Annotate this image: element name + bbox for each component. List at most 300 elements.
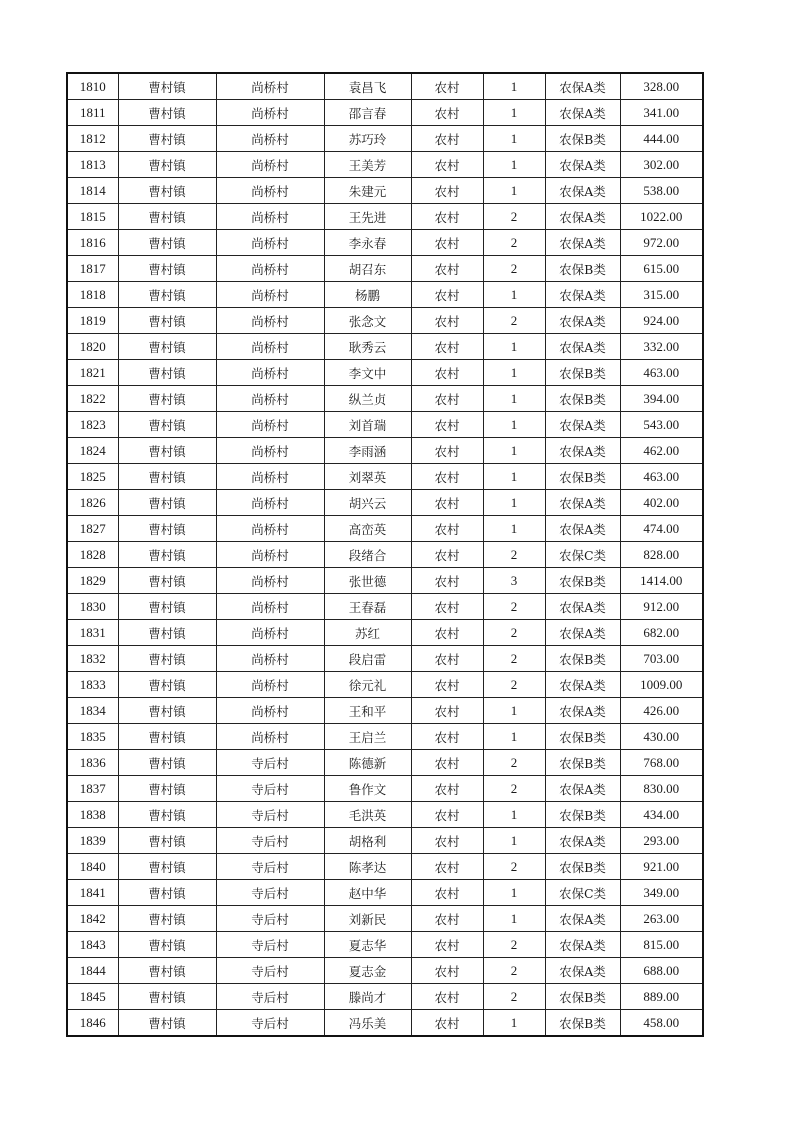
cell-household-type: 农村: [411, 724, 483, 750]
cell-town: 曹村镇: [118, 282, 216, 308]
cell-village: 尚桥村: [216, 100, 324, 126]
cell-household-type: 农村: [411, 308, 483, 334]
cell-village: 尚桥村: [216, 360, 324, 386]
cell-village: 尚桥村: [216, 542, 324, 568]
cell-village: 尚桥村: [216, 516, 324, 542]
cell-amount: 703.00: [620, 646, 703, 672]
cell-town: 曹村镇: [118, 568, 216, 594]
cell-category: 农保B类: [545, 126, 620, 152]
cell-household-type: 农村: [411, 698, 483, 724]
cell-category: 农保A类: [545, 100, 620, 126]
cell-town: 曹村镇: [118, 984, 216, 1010]
cell-name: 滕尚才: [324, 984, 411, 1010]
cell-persons: 2: [483, 594, 545, 620]
cell-village: 尚桥村: [216, 672, 324, 698]
cell-household-type: 农村: [411, 776, 483, 802]
cell-village: 尚桥村: [216, 594, 324, 620]
cell-persons: 1: [483, 282, 545, 308]
cell-serial-number: 1817: [67, 256, 118, 282]
cell-household-type: 农村: [411, 204, 483, 230]
cell-household-type: 农村: [411, 152, 483, 178]
cell-amount: 458.00: [620, 1010, 703, 1037]
cell-serial-number: 1840: [67, 854, 118, 880]
cell-town: 曹村镇: [118, 1010, 216, 1037]
cell-amount: 341.00: [620, 100, 703, 126]
cell-category: 农保B类: [545, 750, 620, 776]
table-row: [67, 334, 703, 360]
cell-persons: 2: [483, 854, 545, 880]
cell-household-type: 农村: [411, 1010, 483, 1037]
cell-name: 王和平: [324, 698, 411, 724]
cell-name: 李永春: [324, 230, 411, 256]
cell-name: 陈孝达: [324, 854, 411, 880]
cell-amount: 332.00: [620, 334, 703, 360]
cell-household-type: 农村: [411, 880, 483, 906]
cell-category: 农保A类: [545, 698, 620, 724]
cell-household-type: 农村: [411, 73, 483, 100]
cell-town: 曹村镇: [118, 334, 216, 360]
cell-town: 曹村镇: [118, 516, 216, 542]
cell-amount: 434.00: [620, 802, 703, 828]
cell-village: 寺后村: [216, 906, 324, 932]
cell-village: 尚桥村: [216, 256, 324, 282]
cell-persons: 2: [483, 204, 545, 230]
cell-category: 农保A类: [545, 620, 620, 646]
cell-persons: 2: [483, 620, 545, 646]
cell-category: 农保B类: [545, 724, 620, 750]
table-row: [67, 464, 703, 490]
cell-household-type: 农村: [411, 178, 483, 204]
cell-amount: 474.00: [620, 516, 703, 542]
cell-name: 鲁作文: [324, 776, 411, 802]
cell-category: 农保A类: [545, 958, 620, 984]
cell-amount: 828.00: [620, 542, 703, 568]
cell-name: 王美芳: [324, 152, 411, 178]
cell-name: 王先进: [324, 204, 411, 230]
cell-village: 尚桥村: [216, 386, 324, 412]
cell-amount: 328.00: [620, 73, 703, 100]
cell-town: 曹村镇: [118, 412, 216, 438]
cell-serial-number: 1842: [67, 906, 118, 932]
cell-village: 尚桥村: [216, 152, 324, 178]
cell-amount: 444.00: [620, 126, 703, 152]
cell-persons: 3: [483, 568, 545, 594]
cell-serial-number: 1844: [67, 958, 118, 984]
cell-household-type: 农村: [411, 854, 483, 880]
cell-household-type: 农村: [411, 958, 483, 984]
cell-serial-number: 1845: [67, 984, 118, 1010]
cell-category: 农保B类: [545, 386, 620, 412]
cell-category: 农保A类: [545, 594, 620, 620]
table-row: [67, 880, 703, 906]
cell-persons: 1: [483, 152, 545, 178]
cell-category: 农保A类: [545, 906, 620, 932]
cell-town: 曹村镇: [118, 646, 216, 672]
cell-category: 农保A类: [545, 438, 620, 464]
cell-village: 尚桥村: [216, 464, 324, 490]
cell-persons: 1: [483, 828, 545, 854]
cell-name: 邵言春: [324, 100, 411, 126]
table-row: [67, 386, 703, 412]
table-row: [67, 204, 703, 230]
cell-persons: 1: [483, 438, 545, 464]
cell-persons: 2: [483, 932, 545, 958]
table-row: [67, 412, 703, 438]
cell-persons: 1: [483, 412, 545, 438]
cell-village: 寺后村: [216, 776, 324, 802]
cell-name: 李文中: [324, 360, 411, 386]
cell-amount: 972.00: [620, 230, 703, 256]
cell-name: 胡兴云: [324, 490, 411, 516]
cell-village: 尚桥村: [216, 308, 324, 334]
cell-household-type: 农村: [411, 750, 483, 776]
cell-village: 尚桥村: [216, 698, 324, 724]
cell-household-type: 农村: [411, 282, 483, 308]
cell-town: 曹村镇: [118, 620, 216, 646]
cell-category: 农保C类: [545, 880, 620, 906]
cell-name: 王春磊: [324, 594, 411, 620]
cell-town: 曹村镇: [118, 776, 216, 802]
cell-town: 曹村镇: [118, 152, 216, 178]
table-row: [67, 568, 703, 594]
cell-village: 寺后村: [216, 1010, 324, 1037]
cell-name: 徐元礼: [324, 672, 411, 698]
cell-serial-number: 1819: [67, 308, 118, 334]
cell-persons: 1: [483, 906, 545, 932]
cell-village: 寺后村: [216, 854, 324, 880]
cell-category: 农保B类: [545, 360, 620, 386]
cell-household-type: 农村: [411, 594, 483, 620]
table-row: [67, 854, 703, 880]
table-row: [67, 152, 703, 178]
cell-serial-number: 1815: [67, 204, 118, 230]
cell-household-type: 农村: [411, 230, 483, 256]
cell-persons: 1: [483, 73, 545, 100]
cell-serial-number: 1839: [67, 828, 118, 854]
cell-town: 曹村镇: [118, 750, 216, 776]
cell-persons: 1: [483, 126, 545, 152]
cell-household-type: 农村: [411, 126, 483, 152]
table-row: [67, 698, 703, 724]
cell-persons: 1: [483, 334, 545, 360]
cell-amount: 402.00: [620, 490, 703, 516]
cell-household-type: 农村: [411, 672, 483, 698]
cell-persons: 2: [483, 646, 545, 672]
cell-name: 夏志金: [324, 958, 411, 984]
cell-serial-number: 1834: [67, 698, 118, 724]
cell-serial-number: 1814: [67, 178, 118, 204]
cell-village: 尚桥村: [216, 438, 324, 464]
table-row: [67, 906, 703, 932]
table-row: [67, 750, 703, 776]
cell-name: 袁昌飞: [324, 73, 411, 100]
cell-name: 胡召东: [324, 256, 411, 282]
cell-household-type: 农村: [411, 932, 483, 958]
cell-category: 农保C类: [545, 542, 620, 568]
table-row: [67, 360, 703, 386]
cell-amount: 889.00: [620, 984, 703, 1010]
cell-town: 曹村镇: [118, 854, 216, 880]
cell-serial-number: 1823: [67, 412, 118, 438]
cell-village: 尚桥村: [216, 204, 324, 230]
cell-amount: 426.00: [620, 698, 703, 724]
cell-village: 尚桥村: [216, 230, 324, 256]
table-row: [67, 542, 703, 568]
table-row: [67, 178, 703, 204]
cell-persons: 1: [483, 360, 545, 386]
cell-household-type: 农村: [411, 490, 483, 516]
cell-name: 段启雷: [324, 646, 411, 672]
cell-village: 尚桥村: [216, 490, 324, 516]
cell-serial-number: 1832: [67, 646, 118, 672]
cell-serial-number: 1827: [67, 516, 118, 542]
cell-village: 寺后村: [216, 750, 324, 776]
cell-persons: 1: [483, 802, 545, 828]
cell-category: 农保A类: [545, 73, 620, 100]
cell-persons: 2: [483, 984, 545, 1010]
cell-name: 杨鹏: [324, 282, 411, 308]
cell-name: 夏志华: [324, 932, 411, 958]
cell-serial-number: 1820: [67, 334, 118, 360]
cell-name: 张念文: [324, 308, 411, 334]
cell-amount: 463.00: [620, 360, 703, 386]
table-row: [67, 1010, 703, 1037]
cell-household-type: 农村: [411, 568, 483, 594]
table-row: [67, 932, 703, 958]
cell-persons: 2: [483, 958, 545, 984]
cell-category: 农保A类: [545, 334, 620, 360]
cell-name: 苏红: [324, 620, 411, 646]
cell-town: 曹村镇: [118, 490, 216, 516]
cell-persons: 1: [483, 490, 545, 516]
cell-amount: 543.00: [620, 412, 703, 438]
cell-household-type: 农村: [411, 984, 483, 1010]
cell-serial-number: 1833: [67, 672, 118, 698]
cell-category: 农保B类: [545, 802, 620, 828]
cell-category: 农保B类: [545, 854, 620, 880]
table-row: [67, 776, 703, 802]
cell-town: 曹村镇: [118, 542, 216, 568]
cell-name: 纵兰贞: [324, 386, 411, 412]
cell-serial-number: 1824: [67, 438, 118, 464]
cell-category: 农保B类: [545, 464, 620, 490]
cell-amount: 924.00: [620, 308, 703, 334]
cell-persons: 1: [483, 100, 545, 126]
allowance-table: [66, 72, 704, 1037]
cell-town: 曹村镇: [118, 828, 216, 854]
cell-serial-number: 1836: [67, 750, 118, 776]
cell-village: 寺后村: [216, 802, 324, 828]
table-row: [67, 282, 703, 308]
table-row: [67, 490, 703, 516]
cell-amount: 293.00: [620, 828, 703, 854]
cell-village: 尚桥村: [216, 568, 324, 594]
cell-persons: 2: [483, 308, 545, 334]
cell-town: 曹村镇: [118, 73, 216, 100]
cell-category: 农保B类: [545, 984, 620, 1010]
cell-town: 曹村镇: [118, 308, 216, 334]
cell-category: 农保A类: [545, 516, 620, 542]
cell-serial-number: 1843: [67, 932, 118, 958]
cell-persons: 2: [483, 542, 545, 568]
table-row: [67, 802, 703, 828]
cell-village: 寺后村: [216, 932, 324, 958]
cell-serial-number: 1818: [67, 282, 118, 308]
cell-category: 农保A类: [545, 204, 620, 230]
cell-name: 段绪合: [324, 542, 411, 568]
cell-persons: 1: [483, 464, 545, 490]
cell-town: 曹村镇: [118, 698, 216, 724]
cell-amount: 315.00: [620, 282, 703, 308]
cell-name: 陈德新: [324, 750, 411, 776]
cell-amount: 430.00: [620, 724, 703, 750]
cell-village: 尚桥村: [216, 646, 324, 672]
cell-serial-number: 1835: [67, 724, 118, 750]
cell-amount: 263.00: [620, 906, 703, 932]
cell-name: 刘首瑞: [324, 412, 411, 438]
cell-name: 刘翠英: [324, 464, 411, 490]
cell-household-type: 农村: [411, 360, 483, 386]
table-row: [67, 516, 703, 542]
table-row: [67, 646, 703, 672]
cell-serial-number: 1831: [67, 620, 118, 646]
cell-village: 尚桥村: [216, 412, 324, 438]
table-row: [67, 672, 703, 698]
cell-serial-number: 1826: [67, 490, 118, 516]
cell-household-type: 农村: [411, 802, 483, 828]
cell-persons: 1: [483, 698, 545, 724]
cell-category: 农保B类: [545, 1010, 620, 1037]
cell-household-type: 农村: [411, 646, 483, 672]
cell-household-type: 农村: [411, 516, 483, 542]
cell-household-type: 农村: [411, 542, 483, 568]
cell-village: 尚桥村: [216, 724, 324, 750]
cell-serial-number: 1812: [67, 126, 118, 152]
cell-serial-number: 1816: [67, 230, 118, 256]
cell-persons: 1: [483, 724, 545, 750]
cell-category: 农保A类: [545, 230, 620, 256]
cell-name: 冯乐美: [324, 1010, 411, 1037]
cell-serial-number: 1830: [67, 594, 118, 620]
cell-town: 曹村镇: [118, 204, 216, 230]
cell-town: 曹村镇: [118, 256, 216, 282]
cell-amount: 1009.00: [620, 672, 703, 698]
cell-name: 张世德: [324, 568, 411, 594]
cell-category: 农保A类: [545, 776, 620, 802]
cell-town: 曹村镇: [118, 672, 216, 698]
cell-persons: 2: [483, 256, 545, 282]
cell-town: 曹村镇: [118, 178, 216, 204]
cell-persons: 2: [483, 672, 545, 698]
cell-town: 曹村镇: [118, 360, 216, 386]
cell-household-type: 农村: [411, 464, 483, 490]
cell-persons: 1: [483, 880, 545, 906]
table-row: [67, 984, 703, 1010]
cell-town: 曹村镇: [118, 230, 216, 256]
cell-amount: 1414.00: [620, 568, 703, 594]
cell-household-type: 农村: [411, 828, 483, 854]
cell-name: 刘新民: [324, 906, 411, 932]
cell-name: 苏巧玲: [324, 126, 411, 152]
cell-town: 曹村镇: [118, 126, 216, 152]
cell-persons: 2: [483, 230, 545, 256]
cell-household-type: 农村: [411, 438, 483, 464]
cell-village: 寺后村: [216, 958, 324, 984]
cell-town: 曹村镇: [118, 958, 216, 984]
cell-amount: 768.00: [620, 750, 703, 776]
cell-persons: 1: [483, 1010, 545, 1037]
cell-serial-number: 1829: [67, 568, 118, 594]
table-row: [67, 438, 703, 464]
cell-town: 曹村镇: [118, 594, 216, 620]
cell-town: 曹村镇: [118, 802, 216, 828]
cell-town: 曹村镇: [118, 880, 216, 906]
cell-persons: 1: [483, 386, 545, 412]
cell-village: 寺后村: [216, 828, 324, 854]
cell-name: 耿秀云: [324, 334, 411, 360]
cell-town: 曹村镇: [118, 386, 216, 412]
cell-category: 农保A类: [545, 932, 620, 958]
cell-amount: 394.00: [620, 386, 703, 412]
table-row: [67, 958, 703, 984]
table-row: [67, 828, 703, 854]
cell-name: 毛洪英: [324, 802, 411, 828]
cell-persons: 1: [483, 516, 545, 542]
cell-name: 高峦英: [324, 516, 411, 542]
table-body: [67, 73, 703, 1036]
cell-persons: 2: [483, 750, 545, 776]
cell-household-type: 农村: [411, 412, 483, 438]
cell-category: 农保B类: [545, 256, 620, 282]
cell-town: 曹村镇: [118, 438, 216, 464]
cell-village: 寺后村: [216, 984, 324, 1010]
table-row: [67, 724, 703, 750]
cell-household-type: 农村: [411, 334, 483, 360]
cell-serial-number: 1837: [67, 776, 118, 802]
cell-serial-number: 1822: [67, 386, 118, 412]
cell-category: 农保A类: [545, 308, 620, 334]
cell-category: 农保A类: [545, 828, 620, 854]
table-row: [67, 256, 703, 282]
cell-amount: 462.00: [620, 438, 703, 464]
table-row: [67, 100, 703, 126]
cell-town: 曹村镇: [118, 724, 216, 750]
cell-persons: 1: [483, 178, 545, 204]
cell-amount: 815.00: [620, 932, 703, 958]
cell-household-type: 农村: [411, 906, 483, 932]
cell-amount: 912.00: [620, 594, 703, 620]
cell-name: 赵中华: [324, 880, 411, 906]
cell-amount: 830.00: [620, 776, 703, 802]
cell-serial-number: 1825: [67, 464, 118, 490]
cell-serial-number: 1841: [67, 880, 118, 906]
cell-amount: 463.00: [620, 464, 703, 490]
cell-household-type: 农村: [411, 100, 483, 126]
cell-amount: 688.00: [620, 958, 703, 984]
cell-household-type: 农村: [411, 620, 483, 646]
cell-town: 曹村镇: [118, 932, 216, 958]
cell-name: 朱建元: [324, 178, 411, 204]
cell-name: 胡格利: [324, 828, 411, 854]
cell-town: 曹村镇: [118, 906, 216, 932]
cell-category: 农保B类: [545, 568, 620, 594]
cell-category: 农保A类: [545, 152, 620, 178]
cell-serial-number: 1846: [67, 1010, 118, 1037]
cell-category: 农保A类: [545, 282, 620, 308]
cell-village: 尚桥村: [216, 73, 324, 100]
cell-town: 曹村镇: [118, 100, 216, 126]
cell-amount: 682.00: [620, 620, 703, 646]
